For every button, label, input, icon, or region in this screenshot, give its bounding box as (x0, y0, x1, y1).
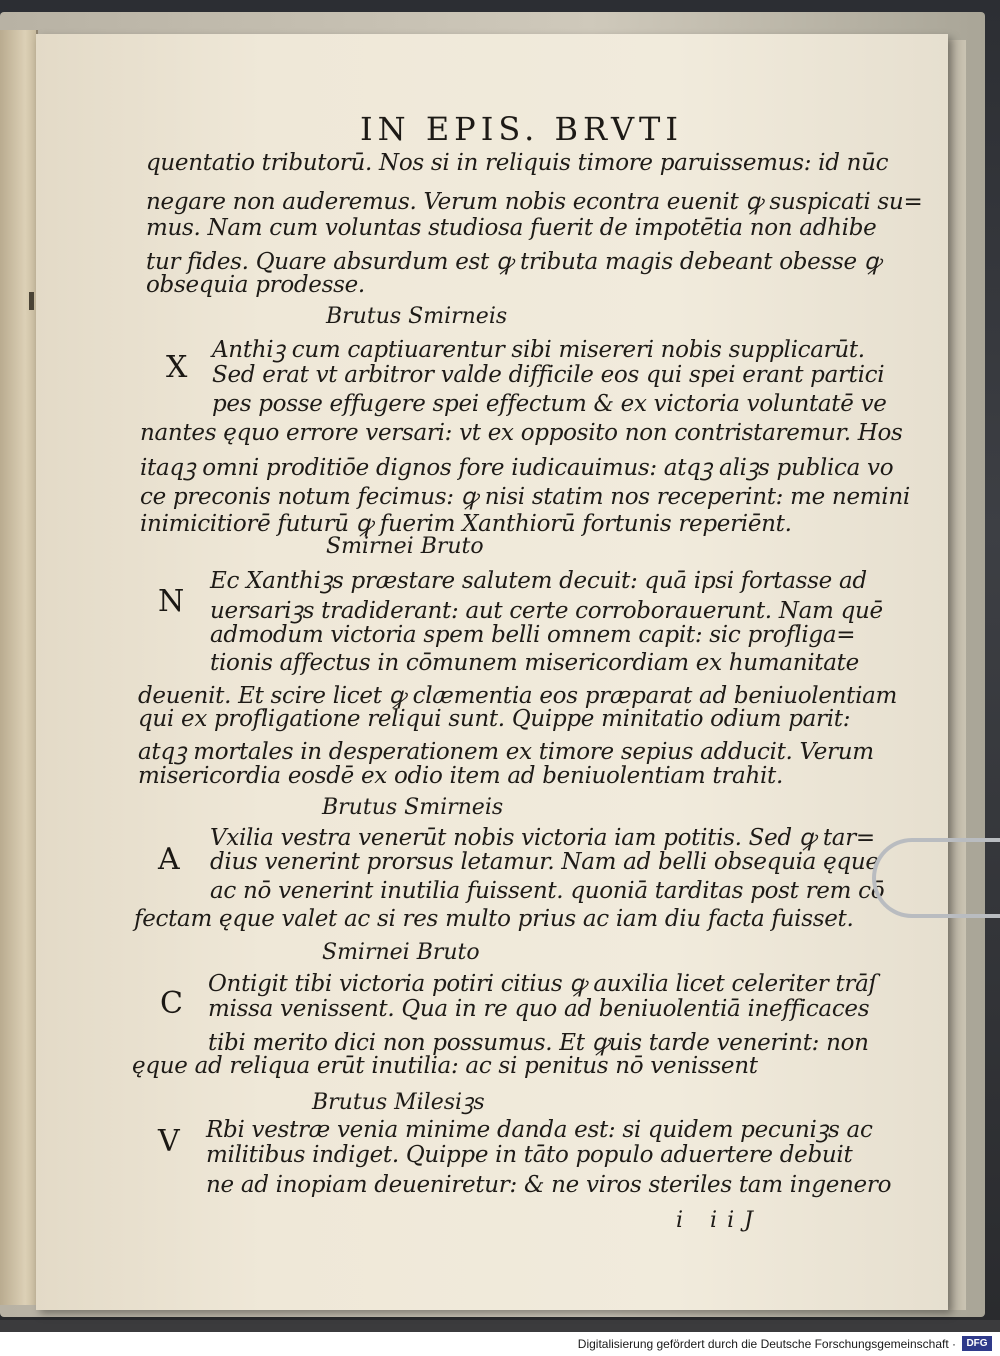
text-line: pes posse effugere spei effectum & ex victoria voluntatē ve (212, 391, 887, 417)
text-line: ęque ad reliqua erūt inutilia: ac si penitus nō venissent (132, 1053, 758, 1079)
initial-letter: N (158, 584, 185, 619)
text-line: deuenit. Et scire licet ꝙ clæmentia eos præparat ad beniuolentiam (138, 683, 898, 709)
letter-heading: Smirnei Bruto (322, 940, 480, 965)
letter-heading: Brutus Smirneis (322, 795, 504, 820)
text-line: Sed erat vt arbitror valde difficile eos qui spei erant partici (212, 362, 885, 388)
text-line: ne ad inopiam deueniretur: & ne viros steriles tam ingenero (206, 1172, 892, 1198)
text-line: fectam ęque valet ac si res multo prius ac iam diu facta fuisset. (134, 906, 854, 932)
facing-page-edge (0, 30, 38, 1305)
letter-heading: Brutus Smirneis (326, 304, 508, 329)
text-line: negare non auderemus. Verum nobis econtra euenit ꝙ suspicati su= (146, 189, 923, 215)
paper-clip (872, 838, 1000, 918)
text-line: Ontigit tibi victoria potiri citius ꝙ auxilia licet celeriter trāſ (208, 971, 877, 997)
initial-letter: C (160, 986, 183, 1021)
text-line: obsequia prodesse. (146, 272, 365, 298)
text-line: misericordia eosdē ex odio item ad beniuolentiam trahit. (138, 763, 783, 789)
footer-credit: Digitalisierung gefördert durch die Deutsche Forschungsgemeinschaft · (577, 1337, 956, 1351)
signature-mark: i iiJ (676, 1208, 763, 1233)
digitization-footer (0, 1332, 1000, 1356)
letter-heading: Smirnei Bruto (326, 534, 484, 559)
letter-heading: Brutus Milesiꝫs (312, 1090, 485, 1115)
text-line: inimicitiorē futurū ꝙ fuerim Xanthiorū fortunis reperiēnt. (140, 511, 792, 537)
dfg-logo: DFG (962, 1336, 992, 1351)
initial-letter: A (158, 842, 180, 877)
text-line: ce preconis notum fecimus: ꝙ nisi statim nos receperint: me nemini (140, 484, 910, 510)
text-line: admodum victoria spem belli omnem capit: sic profliga= (210, 622, 856, 648)
text-line: tibi merito dici non possumus. Et ꝙuis tarde venerint: non (208, 1030, 869, 1056)
text-line: tur fides. Quare absurdum est ꝙ tributa magis debeant obesse ꝙ (146, 249, 881, 275)
text-line: Anthiꝫ cum captiuarentur sibi misereri nobis supplicarūt. (212, 337, 865, 363)
text-line: militibus indiget. Quippe in tāto populo aduertere debuit (206, 1142, 853, 1168)
initial-letter: X (166, 350, 188, 385)
running-title: IN EPIS. BRVTI (360, 110, 684, 148)
initial-letter: V (158, 1124, 180, 1159)
margin-mark (29, 292, 34, 310)
text-line: ac nō venerint inutilia fuissent. quoniā tarditas post rem cō (210, 878, 885, 904)
text-line: atqꝫ mortales in desperationem ex timore sepius adducit. Verum (138, 739, 874, 765)
text-line: Vxilia vestra venerūt nobis victoria iam potitis. Sed ꝙ tar= (210, 825, 875, 851)
text-line: uersariꝫs tradiderant: aut certe corroborauerunt. Nam quē (210, 598, 883, 624)
text-line: mus. Nam cum voluntas studiosa fuerit de impotētia non adhibe (146, 215, 877, 241)
text-line: itaqꝫ omni proditiōe dignos fore iudicauimus: atqꝫ aliꝫs publica vo (140, 455, 894, 481)
text-line: nantes ęquo errore versari: vt ex opposito non contristaremur. Hos (140, 420, 903, 446)
text-line: dius venerint prorsus letamur. Nam ad belli obsequia ęque (210, 849, 879, 875)
text-line: Rbi vestræ venia minime danda est: si quidem pecuniꝫs ac (206, 1117, 873, 1143)
text-line: tionis affectus in cōmunem misericordiam ex humanitate (210, 650, 859, 676)
text-line: qui ex profligatione reliqui sunt. Quippe minitatio odium parit: (138, 706, 851, 732)
text-line: Ec Xanthiꝫs præstare salutem decuit: quā ipsi fortasse ad (210, 568, 867, 594)
text-line: quentatio tributorū. Nos si in reliquis timore paruissemus: id nūc (146, 150, 889, 176)
text-line: missa venissent. Qua in re quo ad beniuolentiā inefficaces (208, 996, 870, 1022)
page-stack-edge (948, 40, 966, 1310)
